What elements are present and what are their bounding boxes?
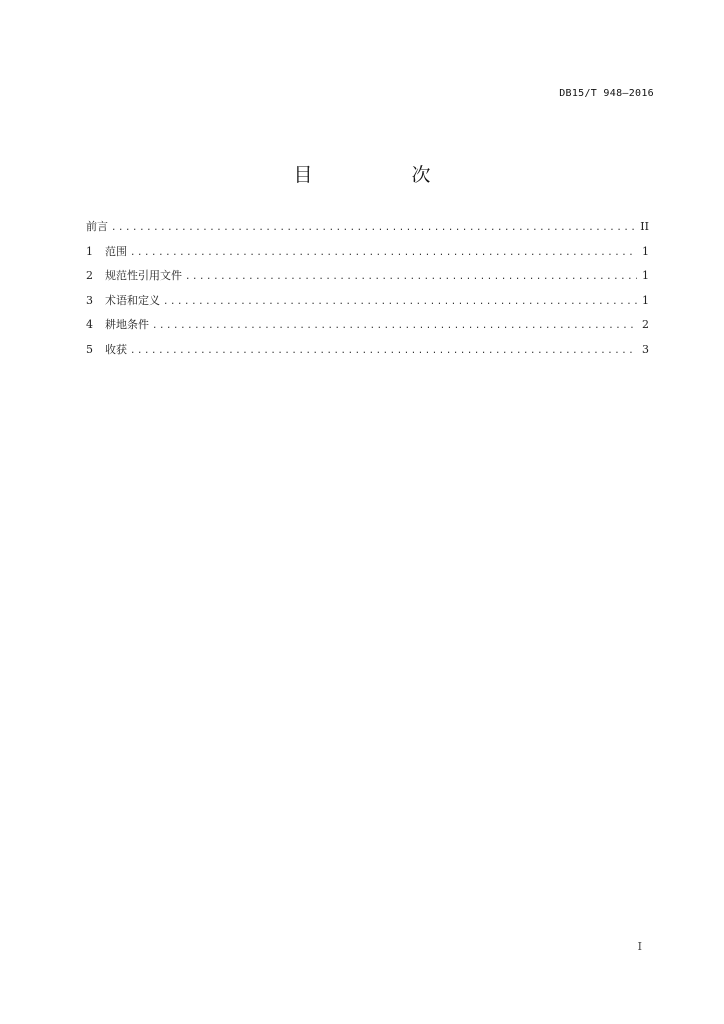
toc-dot-leader <box>130 344 637 358</box>
toc-list <box>86 220 649 367</box>
toc-entry-number: 4 <box>86 318 93 331</box>
toc-entry-harvest[interactable] <box>86 343 649 368</box>
toc-dot-leader <box>130 246 637 260</box>
page-number: I <box>637 940 642 953</box>
toc-dot-leader <box>163 295 637 309</box>
toc-entry-label: 耕地条件 <box>105 318 149 331</box>
toc-entry-page: II <box>640 220 649 233</box>
toc-entry-page: 1 <box>642 244 649 258</box>
document-code: DB15/T 948—2016 <box>559 88 654 99</box>
toc-dot-leader <box>185 270 637 284</box>
toc-entry-terms-definitions[interactable] <box>86 294 649 319</box>
toc-entry-number: 1 <box>86 244 93 258</box>
toc-entry-page: 3 <box>642 342 649 356</box>
toc-entry-farmland-conditions[interactable] <box>86 318 649 343</box>
toc-dot-leader <box>152 319 637 333</box>
toc-entry-label: 术语和定义 <box>105 293 160 307</box>
toc-entry-page: 2 <box>642 318 649 331</box>
toc-entry-foreword[interactable] <box>86 220 649 245</box>
toc-entry-label: 规范性引用文件 <box>105 269 182 282</box>
toc-entry-scope[interactable] <box>86 245 649 270</box>
toc-entry-label: 前言 <box>86 220 108 233</box>
toc-entry-number: 2 <box>86 269 93 282</box>
toc-title: 目 次 <box>293 164 471 186</box>
toc-dot-leader <box>111 221 636 235</box>
toc-entry-page: 1 <box>642 293 649 307</box>
toc-entry-label: 范围 <box>105 244 127 258</box>
toc-entry-number: 3 <box>86 293 93 307</box>
toc-entry-normative-references[interactable] <box>86 269 649 294</box>
toc-entry-page: 1 <box>642 269 649 282</box>
toc-entry-number: 5 <box>86 342 93 356</box>
toc-entry-label: 收获 <box>105 342 127 356</box>
